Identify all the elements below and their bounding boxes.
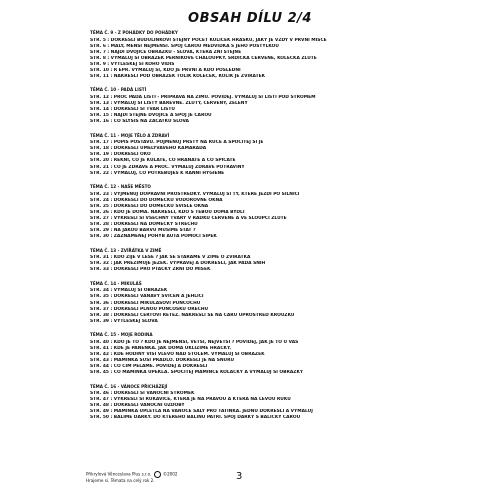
toc-entry: STR. 48 : DOKRESLI VÁNOČNÍ OZDOBY: [90, 403, 185, 409]
toc-entry: STR. 44 : CO ČÍM PĚLAME. POVÍDEJ A DOKRESLI: [90, 363, 208, 369]
toc-entry: STR. 7 : NAJDI DVOJICE OBRÁZKŮ - SLOVA, KTERÁ ZNÍ STEJNĚ: [90, 49, 242, 55]
toc-entry: STR. 9 : VYTLESKEJ SI KOHO VIDÍŠ: [90, 61, 175, 67]
toc-entry: STR. 33 : DOKRESLI PRO PTÁČKY ZRNÍ DO MISEK: [90, 267, 211, 273]
toc-section: [90, 281, 485, 325]
page-footer: [86, 471, 416, 487]
toc-entry: STR. 31 : KDO ŽIJE V LESE ? JAK SE STARÁME V ZIMĚ O ZVÍŘÁTKA: [90, 255, 251, 261]
toc-section: [90, 384, 485, 422]
section-theme-heading: TÉMA Č. 10 - PADÁ LISTÍ: [90, 88, 147, 94]
toc-entry: STR. 27 : VYKRESLI SI VŠECHNY TVARY V ŘÁDKU ČERVENĚ A VE SLOUPCI ŽLUTĚ: [90, 215, 287, 221]
toc-entry: STR. 34 : VYMALUJ SI OBRÁZEK: [90, 288, 168, 294]
toc-section: [90, 133, 485, 177]
footer-book-title: Hrajeme si. Témata na celý rok 2.: [86, 478, 155, 483]
toc-entry: STR. 50 : BALÍME DÁRKY. DO KTERÉHO BALÍNU PATŘÍ. SPOJ DÁRKY S BALÍČKY ČAROU: [90, 415, 301, 421]
toc-entry: STR. 28 : DOKRESLI NA DOMEČKY STŘECHU: [90, 221, 198, 227]
section-theme-heading: TÉMA Č. 9 - Z POHÁDKY DO POHÁDKY: [90, 31, 178, 36]
toc-entry: STR. 15 : NAJDI STEJNÉ DVOJICE A SPOJ JE ČAROU: [90, 113, 212, 119]
section-theme-heading: TÉMA Č. 12 - NAŠE MĚSTO: [90, 185, 151, 191]
toc-entry: STR. 17 : POPIŠ POSTAVU. POJMENUJ PRSTY NA RUCE A SPOČÍTEJ SI JE: [90, 140, 264, 146]
section-theme-heading: TÉMA Č. 15 - MOJE RODINA: [90, 333, 153, 339]
toc-entry: STR. 12 : PROČ PADÁ LISTÍ - PŘÍPRAVA NA ZIMU. POVÍDEJ. VYMALUJ SI LISTÍ POD STROMEM: [90, 95, 316, 101]
toc-entry: STR. 22 : VYMALUJ, CO POTŘEBUJEŠ K RANNÍ HYGIENĚ: [90, 170, 225, 176]
table-of-contents: [90, 30, 485, 421]
toc-entry: STR. 26 : KDO JE DOMA. NAKRESLI, KDO S TEBOU DOMA BYDLÍ: [90, 209, 245, 215]
section-theme-heading: TÉMA Č. 14 - MIKULÁŠ: [90, 281, 142, 287]
toc-entry: STR. 29 : NA JAKOU BARVU MUSÍME STÁT ?: [90, 228, 196, 233]
toc-entry: STR. 30 : ZAZNAMENEJ POHYB AUTA POMOCÍ ŠIPEK: [90, 234, 217, 240]
publisher-logo-icon: [154, 471, 161, 478]
toc-entry: STR. 20 : ŘEKNI, CO JE KULATÉ, CO HRANATÉ A CO ŠPIČATÉ: [90, 158, 236, 164]
toc-entry: STR. 6 : MALÝ, MENŠÍ NEJMENŠÍ. SPOJ ČAROU MEDVÍDKA S JEHO POSTÝLKOU: [90, 43, 279, 49]
toc-entry: STR. 43 : MAMINKA SUŠÍ PRÁDLO. DOKRESLI JE NA ŠŇŮRU: [90, 357, 235, 363]
toc-entry: STR. 41 : KDE JE PANENKA. JAK DOMA UKLÍZÍME HRAČKY.: [90, 345, 232, 351]
toc-entry: STR. 40 : KDO JE TO ? KDO JE NEJMENŠÍ, VĚTŠÍ, NEJVĚTŠÍ ? POVÍDEJ, JAK JE TO U VÁS: [90, 339, 299, 345]
section-theme-heading: TÉMA Č. 13 - ZVÍŘÁTKA V ZIMĚ: [90, 248, 162, 254]
toc-entry: STR. 42 : KDE HODINY VISÍ VLEVO NAD STOLEM. VYMALUJ SI OBRÁZEK: [90, 351, 265, 357]
toc-section: [90, 30, 485, 80]
toc-entry: STR. 45 : CO MAMINKA UPEKLA. SPOČÍTEJ MAMINCE KOLÁČKY A VYMALUJ SI OBRÁZKY: [90, 370, 304, 376]
toc-entry: STR. 38 : DOKRESLI ČERTOVI ŘETĚZ. NAKRESLI SE NA ČÁRU UPROSTŘED KROUŽKU: [90, 312, 295, 318]
toc-entry: STR. 14 : DOKRESLI SI TVAR LISTU: [90, 107, 175, 113]
toc-section: [90, 184, 485, 240]
toc-entry: STR. 36 : DOKRESLI MIKULÁŠOVI PUNČOCHU: [90, 300, 201, 306]
footer-publisher: [86, 471, 178, 478]
footer-publisher-text: Přikrylová Věnceslava Plus s.r.o.: [86, 471, 152, 477]
toc-entry: STR. 25 : DOKRESLI DO DOMEČKU SVISLÉ OKNA: [90, 203, 209, 209]
toc-section: [90, 87, 485, 125]
footer-year: ©2002: [162, 471, 178, 477]
page-number: 3: [236, 471, 243, 482]
toc-entry: STR. 21 : CO JE ZDRAVÉ A PROČ. VYMALUJ ZDRAVÉ POTRAVINY: [90, 164, 245, 170]
page-title: OBSAH DÍLU 2/4: [188, 11, 312, 26]
toc-section: [90, 248, 485, 274]
toc-entry: STR. 10 : Ř EPŘ. VYMALUJ SI, KDO JE PRVNÍ A KDO POSLEDNÍ: [90, 67, 241, 73]
toc-entry: STR. 46 : DOKRESLI SI VÁNOČNÍ STROMEK: [90, 391, 195, 397]
toc-entry: STR. 37 : DOKRESLI PLNOU PUNČOŠKU ORECHŮ: [90, 306, 209, 312]
toc-entry: STR. 11 : NAKRESLI POD OBRÁZEK TOLIK KOLEČEK, KOLIK JE ZVÍŘÁTEK: [90, 73, 265, 79]
section-theme-heading: TÉMA Č. 16 - VÁNOCE PŘICHÁZEJÍ: [90, 384, 168, 390]
toc-entry: STR. 35 : DOKRESLI VÁNAVÝ SVÍČEN A JEHLIČÍ: [90, 294, 204, 300]
toc-entry: STR. 8 : VYMALUJ SI OBRÁZEK PERNÍKOVÉ CHALOUPKY. SRDÍČKA ČERVENĚ, KOLEČKA ŽLUTĚ: [90, 55, 317, 61]
toc-section: [90, 332, 485, 376]
toc-entry: STR. 16 : CO SLYŠÍŠ NA ZAČÁTKU SLOVA: [90, 119, 189, 125]
section-theme-heading: TÉMA Č. 11 - MOJE TĚLO A ZDRAVÍ: [90, 133, 170, 139]
toc-entry: STR. 18 : DOKRESLI UMĚLÝVAVÉHO KAMARÁDA: [90, 146, 207, 152]
toc-entry: STR. 49 : MAMINKA UPLETLA NA VÁNOCE ŠÁLY PRO TATÍNKA. JEDNU DOKRESLI A VYMALUJ: [90, 409, 313, 415]
toc-entry: STR. 47 : VYKRESLI SI RUKAVICE, KTERÁ JE NA PRAVOU A KTERÁ NA LEVOU RUKU: [90, 397, 291, 403]
toc-entry: STR. 13 : VYMALUJ SI LISTY BAREVNĚ. ŽLUTÝ, ČERVENÝ, ZELENÝ: [90, 101, 248, 107]
toc-entry: STR. 39 : VYTLESKEJ SLOVA: [90, 318, 158, 324]
toc-entry: STR. 19 : DOKRESLI OKO: [90, 152, 151, 158]
toc-entry: STR. 5 : DOKRESLI BUDULÍNKOVI STEJNÝ POČET KULIČEK HRÁŠKU, JAKÝ JE VŽDY V PRVNÍ MISCE: [90, 37, 327, 43]
toc-entry: STR. 24 : DOKRESLI DO DOMEČKU VODOROVNÉ OKNA: [90, 197, 223, 203]
toc-entry: STR. 32 : JAK PŘEZIMUJE JEŽEK. VYPRÁVĚJ A DOKRESLI, JAK PADÁ SNÍH: [90, 261, 266, 267]
toc-entry: STR. 23 : VYJMENUJ DOPRAVNÍ PROSTŘEDKY. VYMALUJ SI TY, KTERÉ JEZDÍ PO SILNICI: [90, 191, 300, 197]
